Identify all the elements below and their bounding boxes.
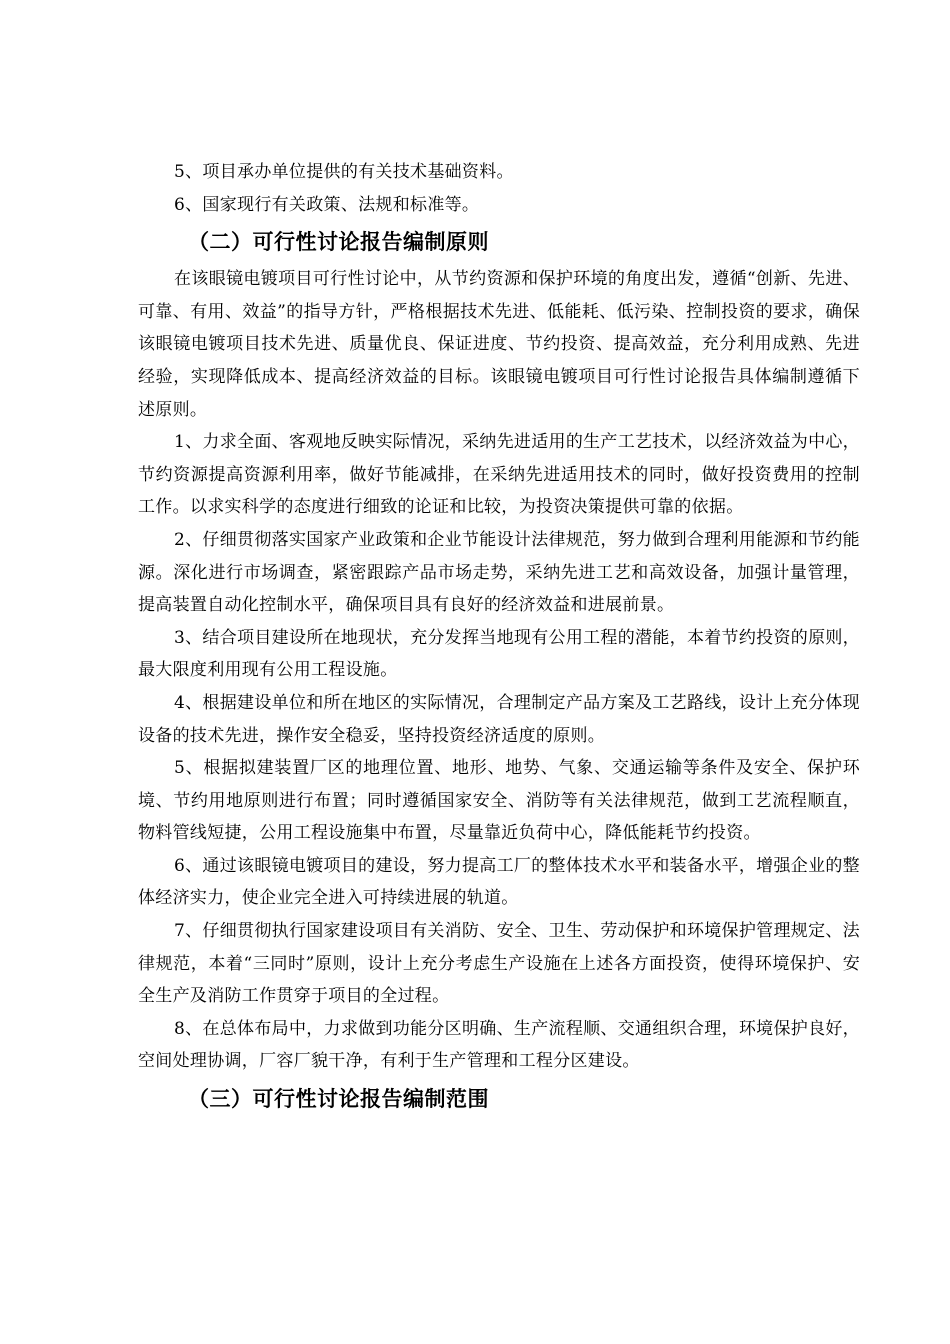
paragraph-principles-intro: 在该眼镜电镀项目可行性讨论中，从节约资源和保护环境的角度出发，遵循“创新、先进、可靠、有用、效益”的指导方针，严格根据技术先进、低能耗、低污染、控制投资的要求，确保该眼镜电镀项目技术先进、质量优良、保证进度、节约投资、提高效益，充分利用成熟、先进经验，实现降低成本、提高经济效益的目标。该眼镜电镀项目可行性讨论报告具体编制遵循下述原则。 xyxy=(138,269,860,420)
paragraph-item-6-policies: 6、国家现行有关政策、法规和标准等。 xyxy=(174,194,480,215)
paragraph-principle-8: 8、在总体布局中，力求做到功能分区明确、生产流程顺、交通组织合理，环境保护良好，空间处理协调，厂容厂貌干净，有利于生产管理和工程分区建设。 xyxy=(138,1018,860,1072)
paragraph-principle-5: 5、根据拟建装置厂区的地理位置、地形、地势、气象、交通运输等条件及安全、保护环境、节约用地原则进行布置；同时遵循国家安全、消防等有关法律规范，做到工艺流程顺直，物料管线短捷，公用工程设施集中布置，尽量靠近负荷中心，降低能耗节约投资。 xyxy=(138,758,860,844)
section-heading-principles: （二）可行性讨论报告编制原则 xyxy=(188,230,489,255)
paragraph-principle-7: 7、仔细贯彻执行国家建设项目有关消防、安全、卫生、劳动保护和环境保护管理规定、法律规范，本着“三同时”原则，设计上充分考虑生产设施在上述各方面投资，使得环境保护、安全生产及消防工作贯穿于项目的全过程。 xyxy=(138,921,860,1007)
paragraph-principle-4: 4、根据建设单位和所在地区的实际情况，合理制定产品方案及工艺路线，设计上充分体现设备的技术先进，操作安全稳妥，坚持投资经济适度的原则。 xyxy=(138,692,860,746)
paragraph-principle-6: 6、通过该眼镜电镀项目的建设，努力提高工厂的整体技术水平和装备水平，增强企业的整体经济实力，使企业完全进入可持续进展的轨道。 xyxy=(138,855,860,909)
paragraph-principle-3: 3、结合项目建设所在地现状，充分发挥当地现有公用工程的潜能，本着节约投资的原则，最大限度利用现有公用工程设施。 xyxy=(138,627,860,681)
section-heading-scope: （三）可行性讨论报告编制范围 xyxy=(188,1087,489,1112)
document-body xyxy=(138,156,860,1120)
paragraph-item-5-materials: 5、项目承办单位提供的有关技术基础资料。 xyxy=(174,162,514,182)
paragraph-principle-2: 2、仔细贯彻落实国家产业政策和企业节能设计法律规范，努力做到合理利用能源和节约能源。深化进行市场调查，紧密跟踪产品市场走势，采纳先进工艺和高效设备，加强计量管理，提高装置自动化控制水平，确保项目具有良好的经济效益和进展前景。 xyxy=(138,529,860,616)
paragraph-principle-1: 1、力求全面、客观地反映实际情况，采纳先进适用的生产工艺技术，以经济效益为中心，节约资源提高资源利用率，做好节能减排，在采纳先进适用技术的同时，做好投资费用的控制工作。以求实科学的态度进行细致的论证和比较，为投资决策提供可靠的依据。 xyxy=(138,432,860,518)
